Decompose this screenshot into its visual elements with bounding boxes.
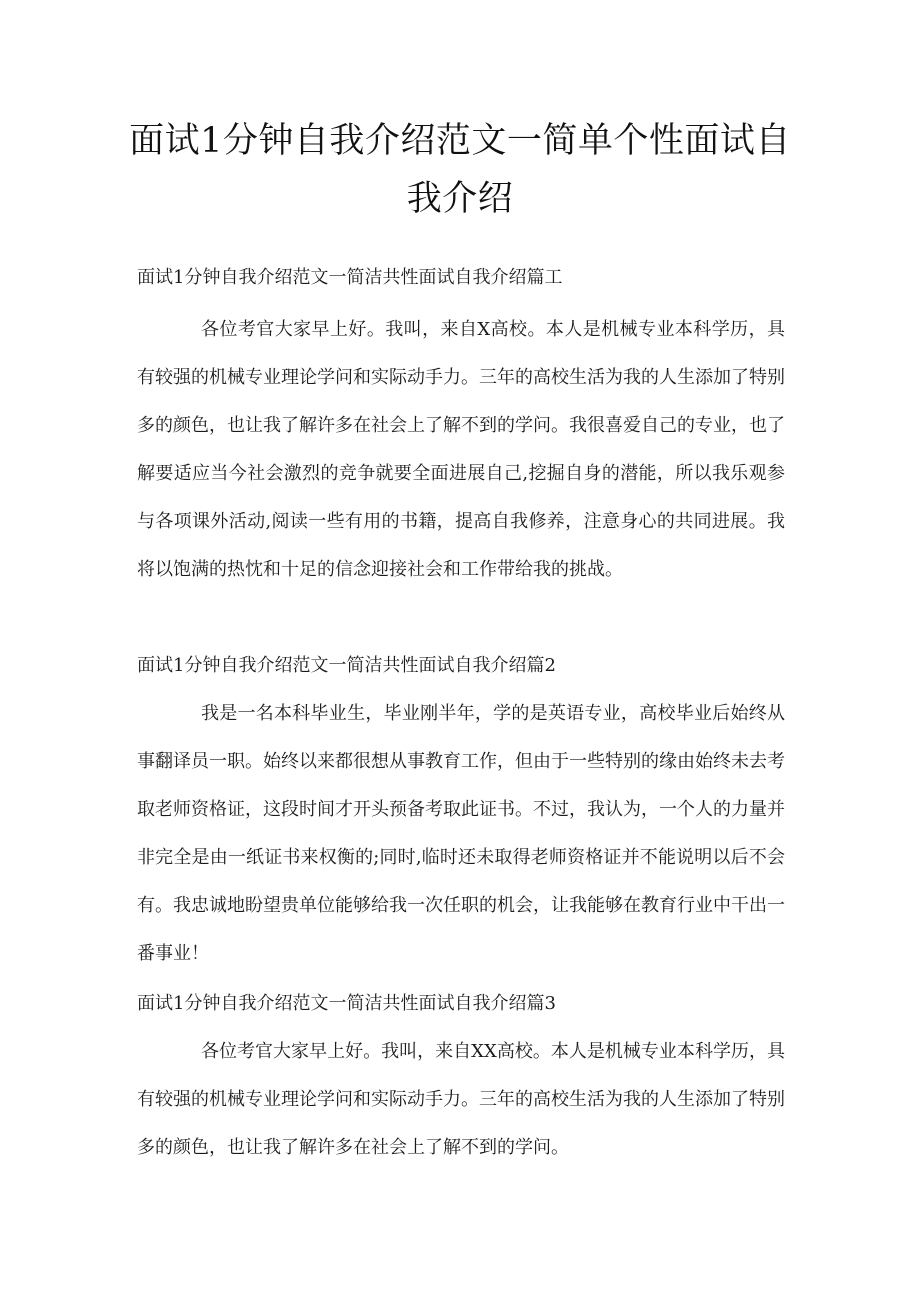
section-paragraph-3: 各位考官大家早上好。我叫，来自XX高校。本人是机械专业本科学历，具有较强的机械专业理论学问和实际动手力。三年的高校生活为我的人生添加了特别多的颜色，也让我了解许多在社会上了解不到的学问。 <box>137 1041 785 1158</box>
section-paragraph-2: 我是一名本科毕业生，毕业刚半年，学的是英语专业，高校毕业后始终从事翻译员一职。始终以来都很想从事教育工作，但由于一些特别的缘由始终未去考取老师资格证，这段时间才开头预备考取此证书。不过，我认为，一个人的力量并非完全是由一纸证书来权衡的;同时,临时还未取得老师资格证并不能说明以后不会有。我忠诚地盼望贵单位能够给我一次任职的机会，让我能够在教育行业中干出一番事业！ <box>137 703 785 964</box>
document-title: 面试1分钟自我介绍范文一简单个性面试自我介绍 <box>129 121 791 219</box>
section-heading-3: 面试1分钟自我介绍范文一简洁共性面试自我介绍篇3 <box>137 993 556 1014</box>
section-heading-2: 面试1分钟自我介绍范文一简洁共性面试自我介绍篇2 <box>137 655 556 676</box>
section-paragraph-1: 各位考官大家早上好。我叫，来自X高校。本人是机械专业本科学历，具有较强的机械专业理论学问和实际动手力。三年的高校生活为我的人生添加了特别多的颜色，也让我了解许多在社会上了解不到的学问。我很喜爱自己的专业，也了解要适应当今社会激烈的竞争就要全面进展自己,挖掘自身的潜能，所以我乐观参与各项课外活动,阅读一些有用的书籍，提高自我修养，注意身心的共同进展。我将以饱满的热忱和十足的信念迎接社会和工作带给我的挑战。 <box>137 319 785 580</box>
section-heading-1: 面试1分钟自我介绍范文一简洁共性面试自我介绍篇工 <box>137 267 563 288</box>
